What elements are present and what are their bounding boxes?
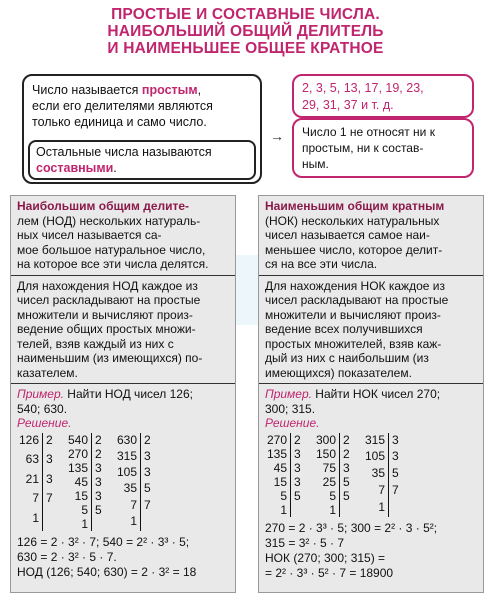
prime-factor: 2: [46, 432, 53, 447]
lcm-def-line: ся на все эти числа.: [265, 257, 378, 271]
prime-factor: [92, 517, 105, 531]
gcd-rule-line: казателем.: [17, 365, 78, 380]
prime-def-line: только единица и само число.: [32, 115, 207, 129]
dividend: 105: [363, 449, 389, 466]
prime-def-line: если его делителями являются: [32, 99, 213, 113]
prime-term: простым: [141, 83, 198, 97]
dividend: 15: [265, 475, 291, 489]
result-line: 126 = 2 · 3² · 7; 540 = 2² · 3³ · 5;: [17, 534, 190, 549]
gcd-definition: [11, 196, 235, 275]
dividend: 25: [314, 475, 340, 489]
prime-factor: 5: [95, 502, 102, 517]
prime-factor: 7: [46, 491, 53, 506]
example-text: Найти НОК чисел 270;: [311, 387, 441, 401]
factorization-column: [17, 433, 56, 531]
example-text: 300; 315.: [265, 401, 316, 416]
prime-factor: 5: [343, 488, 350, 503]
lcm-definition: [259, 196, 483, 275]
gcd-rule-line: ведение общих простых множи-: [17, 322, 196, 336]
lcm-rule: [259, 275, 483, 384]
factorization-column: [265, 433, 304, 517]
gcd-rule-line: телей, взяв каждый из них с: [17, 336, 174, 351]
example-text: Найти НОД чисел 126;: [63, 387, 193, 401]
solution-label: Решение.: [265, 416, 320, 430]
prime-factor: 3: [95, 460, 102, 475]
one-note-line: простым, ни к состав-: [302, 141, 424, 155]
dividend: 15: [66, 489, 92, 503]
prime-factor: 3: [144, 465, 151, 480]
dividend: 1: [115, 514, 141, 530]
dividend: 540: [66, 433, 92, 447]
dividend: 75: [314, 461, 340, 475]
prime-factor: 3: [294, 446, 301, 461]
prime-factor: 2: [95, 432, 102, 447]
dividend: 5: [66, 503, 92, 517]
prime-factor: 3: [392, 449, 399, 464]
example-label: Пример.: [17, 387, 64, 401]
prime-factor: [43, 511, 56, 531]
result-line: НОК (270; 300; 315) =: [265, 550, 386, 565]
dividend: 270: [265, 433, 291, 447]
prime-factor: [141, 514, 154, 530]
dividend: 35: [115, 481, 141, 497]
primes-list-box: [292, 74, 474, 118]
dividend: 1: [17, 511, 43, 531]
dividend: 135: [66, 461, 92, 475]
prime-factor: 2: [343, 432, 350, 447]
prime-factor: 3: [46, 471, 53, 486]
factorization-columns: [265, 433, 477, 517]
result-line: 315 = 3² · 5 · 7: [265, 535, 345, 550]
gcd-def-line: лем (НОД) нескольких натураль-: [17, 213, 201, 228]
prime-def-punct: ,: [197, 83, 202, 97]
prime-factor: 3: [392, 432, 399, 447]
prime-definition-box: [22, 74, 262, 184]
title-line: ПРОСТЫЕ И СОСТАВНЫЕ ЧИСЛА.: [111, 6, 380, 23]
lcm-def-line: Наименьшим общим кратным: [265, 199, 445, 213]
composite-definition-box: [28, 140, 256, 180]
dividend: 126: [17, 433, 43, 453]
dividend: 150: [314, 447, 340, 461]
result-line: 270 = 2 · 3³ · 5; 300 = 2² · 3 · 5²;: [265, 520, 438, 535]
primes-line: 2, 3, 5, 13, 17, 19, 23,: [302, 81, 424, 95]
lcm-rule-line: дый из них с наибольшим (из: [265, 351, 429, 365]
prime-factor: [291, 503, 304, 517]
prime-factor: 5: [392, 466, 399, 481]
dividend: 315: [115, 449, 141, 465]
lcm-rule-line: имеющихся) показателем.: [265, 365, 412, 380]
example-label: Пример.: [265, 387, 312, 401]
dividend: 135: [265, 447, 291, 461]
factorization-column: [314, 433, 353, 517]
dividend: 630: [115, 433, 141, 449]
one-note-box: [292, 118, 474, 178]
prime-factor: 2: [294, 432, 301, 447]
prime-factor: 3: [144, 448, 151, 463]
dividend: 300: [314, 433, 340, 447]
composite-def-punct: .: [113, 161, 117, 175]
composite-def-text: Остальные числа называются: [36, 145, 212, 159]
dividend: 7: [115, 498, 141, 514]
lcm-example: [259, 383, 483, 584]
gcd-rule-line: Для нахождения НОД каждое из: [17, 278, 198, 293]
lcm-rule-line: чисел раскладывают на простые: [265, 293, 449, 307]
lcm-panel: [258, 195, 484, 593]
prime-factor: 3: [343, 460, 350, 475]
lcm-rule-line: ведение всех получившихся: [265, 322, 423, 336]
gcd-panel: [10, 195, 236, 593]
dividend: 5: [314, 489, 340, 503]
lcm-rule-line: Для нахождения НОК каждое из: [265, 278, 445, 293]
composite-term: составными: [36, 161, 114, 175]
primes-line: 29, 31, 37 и т. д.: [302, 98, 394, 112]
gcd-example: [11, 383, 235, 583]
gcd-rule-line: множители и вычисляют произ-: [17, 307, 193, 322]
factorization-columns: [17, 433, 229, 531]
gcd-def-line: на которое все эти числа делятся.: [17, 257, 209, 271]
lcm-rule-line: простых множителей, взяв каж-: [265, 336, 442, 351]
gcd-def-line: Наибольшим общим делите-: [17, 199, 190, 213]
dividend: 105: [115, 465, 141, 481]
gcd-rule-line: чисел раскладывают на простые: [17, 293, 201, 307]
gcd-rule: [11, 275, 235, 384]
dividend: 45: [265, 461, 291, 475]
lcm-def-line: (НОК) нескольких натуральных: [265, 213, 440, 228]
title-line: НАИБОЛЬШИЙ ОБЩИЙ ДЕЛИТЕЛЬ: [107, 23, 384, 40]
gcd-def-line: мое большое натуральное число,: [17, 242, 206, 257]
prime-factor: 5: [144, 481, 151, 496]
dividend: 45: [66, 475, 92, 489]
gcd-result: [17, 535, 229, 580]
lcm-def-line: чисел называется самое наи-: [265, 228, 430, 242]
dividend: 63: [17, 452, 43, 472]
result-line: = 2² · 3³ · 5² · 7 = 18900: [265, 565, 394, 580]
prime-factor: 2: [343, 446, 350, 461]
gcd-def-line: ных чисел называется са-: [17, 228, 162, 242]
prime-factor: 2: [95, 446, 102, 461]
dividend: 1: [314, 503, 340, 517]
dividend: 7: [17, 491, 43, 511]
lcm-result: [265, 521, 477, 581]
result-line: 630 = 2 · 3² · 5 · 7.: [17, 549, 117, 564]
result-line: НОД (126; 540; 630) = 2 · 3² = 18: [17, 564, 197, 579]
dividend: 315: [363, 433, 389, 450]
prime-factor: 7: [392, 482, 399, 497]
dividend: 1: [363, 500, 389, 517]
dividend: 1: [66, 517, 92, 531]
dividend: 21: [17, 472, 43, 492]
prime-factor: 3: [95, 488, 102, 503]
prime-def-text: Число называется: [32, 83, 142, 97]
lcm-rule-line: множители и вычисляют произ-: [265, 307, 441, 322]
example-text: 540; 630.: [17, 401, 68, 416]
prime-factor: 3: [95, 474, 102, 489]
prime-factor: 2: [144, 432, 151, 447]
solution-label: Решение.: [17, 416, 72, 430]
dividend: 270: [66, 447, 92, 461]
dividend: 7: [363, 483, 389, 500]
prime-factor: 5: [294, 488, 301, 503]
gcd-rule-line: наименьшим (из имеющихся) по-: [17, 351, 203, 365]
title-line: И НАИМЕНЬШЕЕ ОБЩЕЕ КРАТНОЕ: [107, 40, 384, 57]
factorization-column: [66, 433, 105, 531]
prime-factor: 3: [294, 474, 301, 489]
prime-factor: 3: [46, 452, 53, 467]
factorization-column: [363, 433, 402, 517]
page-title: [0, 6, 491, 57]
factorization-column: [115, 433, 154, 531]
dividend: 35: [363, 466, 389, 483]
dividend: 1: [265, 503, 291, 517]
arrow-icon: →: [270, 128, 284, 144]
one-note-line: ным.: [302, 157, 329, 171]
lcm-def-line: меньшее число, которое делит-: [265, 242, 443, 257]
dividend: 5: [265, 489, 291, 503]
prime-factor: 7: [144, 497, 151, 512]
prime-factor: [389, 500, 402, 517]
prime-factor: 3: [294, 460, 301, 475]
prime-factor: [340, 503, 353, 517]
one-note-line: Число 1 не относят ни к: [302, 125, 435, 139]
prime-factor: 5: [343, 474, 350, 489]
